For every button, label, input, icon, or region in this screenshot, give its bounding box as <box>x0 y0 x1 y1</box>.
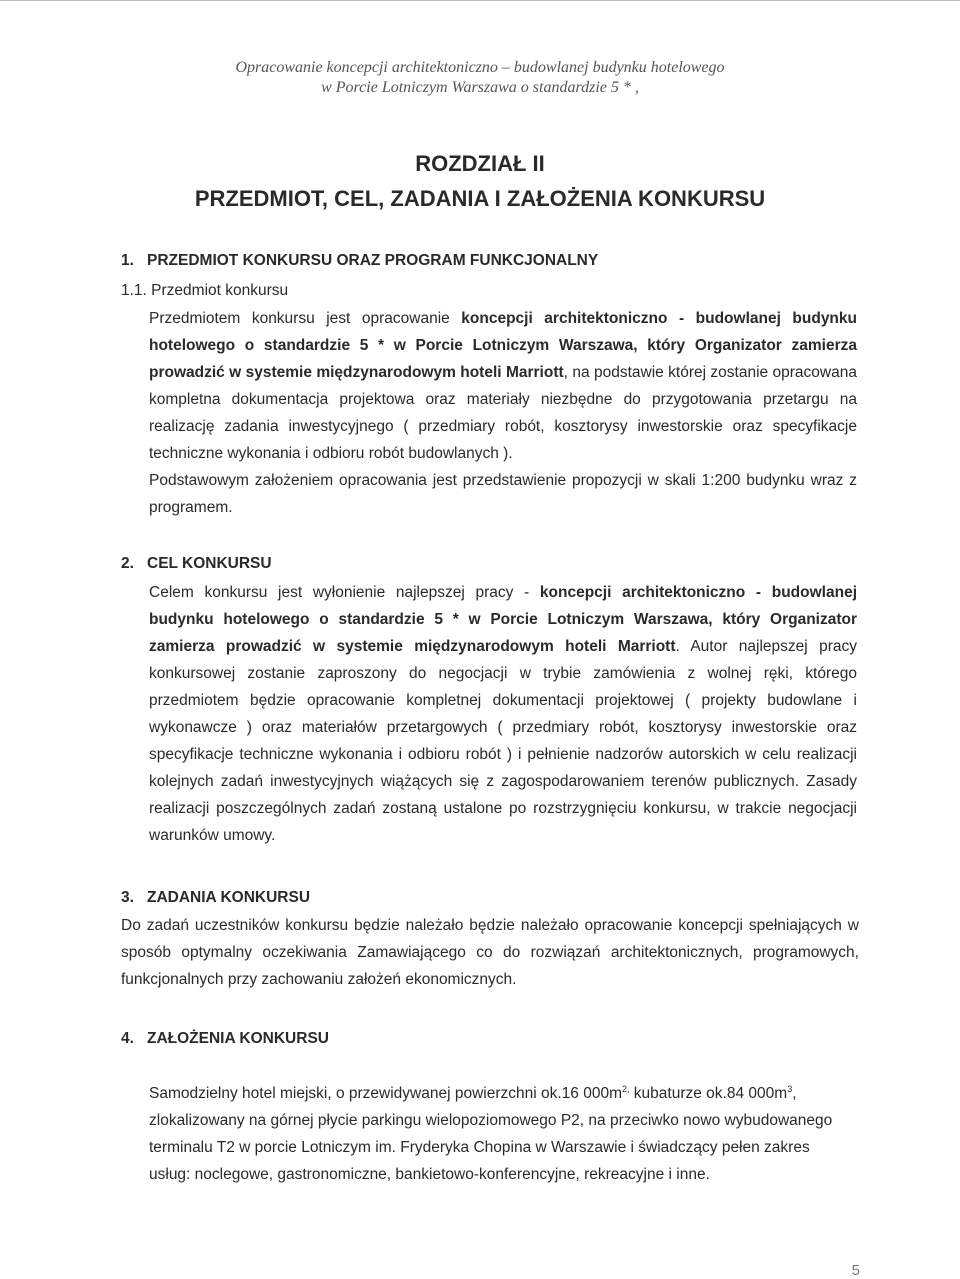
section-4-paragraph: Samodzielny hotel miejski, o przewidywanej powierzchni ok.16 $000m^{2,}$ kubaturze ok.84 $000m^3$, zlokalizowany na górnej płycie parkingu wielopoziomowego P2, na przeciwko nowo wybudowanego terminalu T2 w porcie Lotniczym im. Fryderyka Chopina w Warszawie i świadczący pełen zakres usług: noclegowe, gastronomiczne, bankietowo-konferencyjne, rekreacyjne i inne. <box>149 1083 833 1183</box>
section-3-title: ZADANIA KONKURSU <box>147 889 311 906</box>
section-3-paragraph: Do zadań uczestników konkursu będzie należało będzie należało opracowanie koncepcji spełniających w sposób optymalny oczekiwania Zamawiającego co do rozwiązań architektonicznych, programowych, funkcjonalnych przy zachowaniu założeń ekonomicznych. <box>121 917 859 988</box>
subsection-title: Przedmiot konkursu <box>151 282 289 299</box>
header-line-2: w Porcie Lotniczym Warszawa o standardzie 5 * , <box>321 79 639 96</box>
section-1-body <box>149 305 857 521</box>
chapter-title: ROZDZIAŁ II <box>415 151 545 176</box>
section-4-heading <box>121 1030 861 1048</box>
section-3-body <box>121 912 859 993</box>
section-1-paragraph-1: Przedmiotem konkursu jest opracowanie koncepcji architektoniczno - budowlanej budynku hotelowego o standardzie 5 * w Porcie Lotniczym Warszawa, który Organizator zamierza prowadzić w systemie międzynarodowym hoteli Marriott, na podstawie której zostanie opracowana kompletna dokumentacja projektowa oraz materiały niezbędne do przygotowania przetargu na realizację zadania inwestycyjnego ( przedmiary robót, kosztorysy inwestorskie oraz specyfikacje techniczne wykonania i odbioru robót budowlanych ). <box>149 310 857 462</box>
top-rule <box>0 0 960 1</box>
section-1-heading <box>121 252 861 270</box>
section-3-heading <box>121 889 861 907</box>
running-header <box>0 58 960 98</box>
subsection-1-1-heading <box>121 282 861 300</box>
section-2-number: 2. <box>121 555 134 572</box>
section-3-number: 3. <box>121 889 134 906</box>
page-number: 5 <box>851 1262 860 1279</box>
section-4-body <box>149 1080 834 1188</box>
section-2-heading <box>121 555 861 573</box>
subsection-number: 1.1. <box>121 282 147 299</box>
chapter-subtitle: PRZEDMIOT, CEL, ZADANIA I ZAŁOŻENIA KONKURSU <box>194 186 766 211</box>
section-4-number: 4. <box>121 1030 134 1047</box>
section-2-body <box>149 579 857 849</box>
section-1-paragraph-2: Podstawowym założeniem opracowania jest przedstawienie propozycji w skali 1:200 budynku wraz z programem. <box>149 472 857 516</box>
section-4-title: ZAŁOŻENIA KONKURSU <box>147 1030 329 1047</box>
section-1-number: 1. <box>121 252 134 269</box>
header-line-1: Opracowanie koncepcji architektoniczno – budowlanej budynku hotelowego <box>235 59 725 76</box>
section-1-title: PRZEDMIOT KONKURSU ORAZ PROGRAM FUNKCJONALNY <box>147 252 599 269</box>
section-2-paragraph: Celem konkursu jest wyłonienie najlepszej pracy - koncepcji architektoniczno - budowlanej budynku hotelowego o standardzie 5 * w Porcie Lotniczym Warszawa, który Organizator zamierza prowadzić w systemie międzynarodowym hoteli Marriott. Autor najlepszej pracy konkursowej zostanie zaproszony do negocjacji w trybie zamówienia z wolnej ręki, którego przedmiotem będzie opracowanie kompletnej dokumentacji projektowej ( projekty budowlane i wykonawcze ) oraz materiałów przetargowych ( przedmiary robót, kosztorysy inwestorskie oraz specyfikacje techniczne wykonania i odbioru robót ) i pełnienie nadzorów autorskich w celu realizacji kolejnych zadań inwestycyjnych wiążących się z zagospodarowaniem terenów publicznych. Zasady realizacji poszczególnych zadań zostaną ustalone po rozstrzygnięciu konkursu, w trakcie negocjacji warunków umowy. <box>149 584 857 844</box>
section-2-title: CEL KONKURSU <box>147 555 272 572</box>
